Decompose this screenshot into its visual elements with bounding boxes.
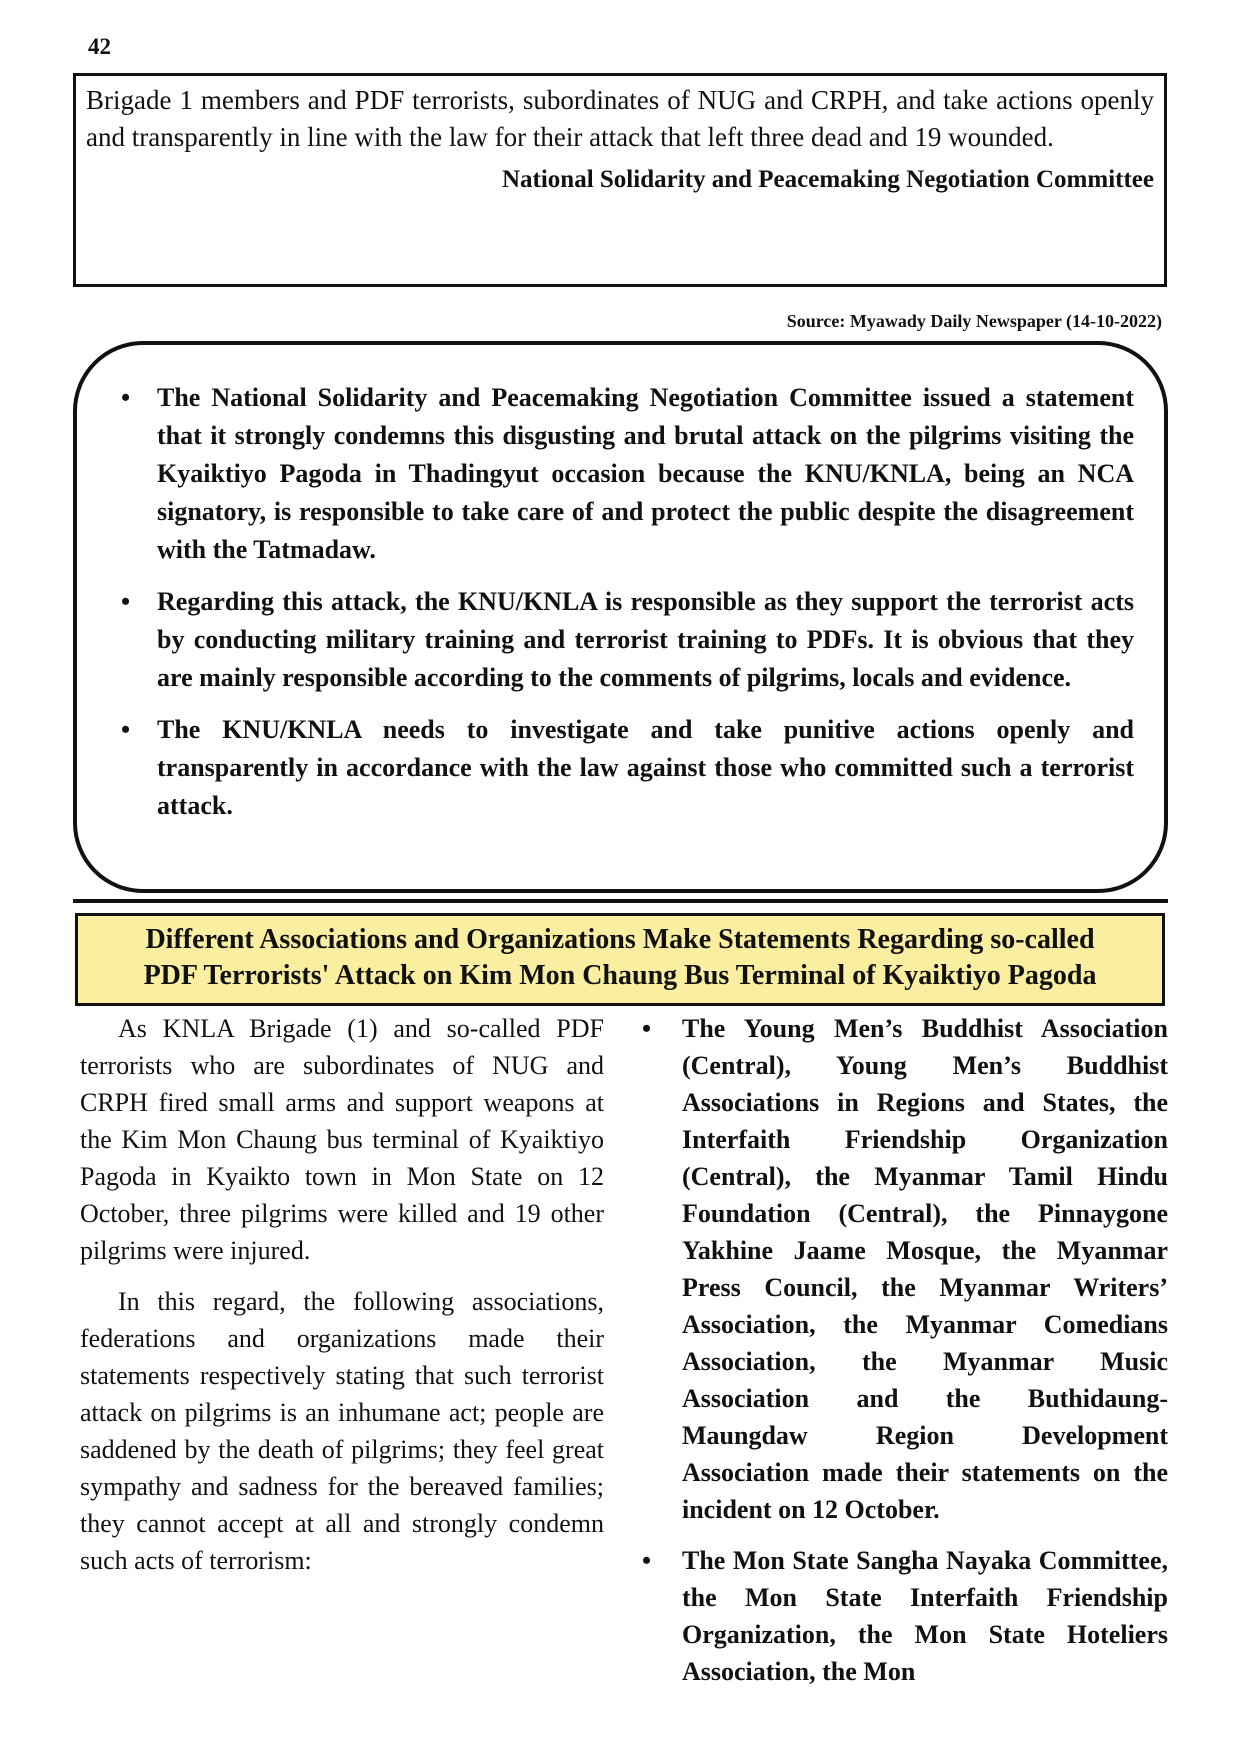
page-number: 42	[88, 34, 111, 59]
bullet-icon: •	[642, 1546, 652, 1575]
summary-list	[105, 379, 1134, 825]
bullet-icon: •	[121, 587, 131, 616]
summary-box	[73, 341, 1168, 893]
headline-line-1: Different Associations and Organizations Make Statements Regarding so-called	[145, 924, 1095, 955]
summary-bullet	[45, 583, 1134, 697]
summary-bullet	[45, 711, 1134, 825]
quote-text: Brigade 1 members and PDF terrorists, subordinates of NUG and CRPH, and take actions openly and transparently in line with the law for their attack that left three dead and 19 wounded.	[86, 85, 1154, 152]
summary-bullet-text: The National Solidarity and Peacemaking Negotiation Committee issued a statement that it strongly condemns this disgusting and brutal attack on the pilgrims visiting the Kyaiktiyo Pagoda in Thadingyut occasion because the KNU/KNLA, being an NCA signatory, is responsible to take care of and protect the public despite the disagreement with the Tatmadaw.	[157, 383, 1134, 564]
body-paragraph: As KNLA Brigade (1) and so-called PDF terrorists who are subordinates of NUG and CRPH fired small arms and support weapons at the Kim Mon Chaung bus terminal of Kyaiktiyo Pagoda in Kyaikto town in Mon State on 12 October, three pilgrims were killed and 19 other pilgrims were injured.	[80, 1014, 604, 1265]
organizations-list	[640, 1010, 1168, 1690]
body-paragraph: In this regard, the following associations, federations and organizations made their statements respectively stating that such terrorist attack on pilgrims is an inhumane act; people are saddened by the death of pilgrims; they feel great sympathy and sadness for the bereaved families; they cannot accept at all and strongly condemn such acts of terrorism:	[80, 1287, 604, 1575]
summary-bullet-text: The KNU/KNLA needs to investigate and take punitive actions openly and transparently in accordance with the law against those who committed such a terrorist attack.	[157, 715, 1134, 820]
body-left-column	[80, 1010, 604, 1593]
summary-bullet	[45, 379, 1134, 569]
quote-box	[73, 73, 1167, 287]
headline-box	[75, 913, 1165, 1006]
bullet-icon: •	[121, 383, 131, 412]
organizations-bullet-text: The Mon State Sangha Nayaka Committee, the Mon State Interfaith Friendship Organization, the Mon State Hoteliers Association, the Mon	[682, 1546, 1168, 1686]
bullet-icon: •	[121, 715, 131, 744]
organizations-bullet	[640, 1010, 1168, 1528]
quote-signature: National Solidarity and Peacemaking Negotiation Committee	[501, 166, 1154, 193]
article-headline	[90, 922, 1150, 994]
section-divider	[73, 899, 1168, 903]
summary-bullet-text: Regarding this attack, the KNU/KNLA is responsible as they support the terrorist acts by conducting military training and terrorist training to PDFs. It is obvious that they are mainly responsible according to the comments of pilgrims, locals and evidence.	[157, 587, 1134, 692]
headline-line-2: PDF Terrorists' Attack on Kim Mon Chaung Bus Terminal of Kyaiktiyo Pagoda	[143, 960, 1097, 991]
body-right-column	[640, 1010, 1168, 1704]
organizations-bullet-text: The Young Men’s Buddhist Association (Central), Young Men’s Buddhist Associations in Regions and States, the Interfaith Friendship Organization (Central), the Myanmar Tamil Hindu Foundation (Central), the Pinnaygone Yakhine Jaame Mosque, the Myanmar Press Council, the Myanmar Writers’ Association, the Myanmar Comedians Association, the Myanmar Music Association and the Buthidaung-Maungdaw Region Development Association made their statements on the incident on 12 October.	[682, 1014, 1168, 1524]
source-citation: Source: Myawady Daily Newspaper (14-10-2022)	[786, 311, 1162, 331]
bullet-icon: •	[642, 1014, 652, 1043]
organizations-bullet	[640, 1542, 1168, 1690]
